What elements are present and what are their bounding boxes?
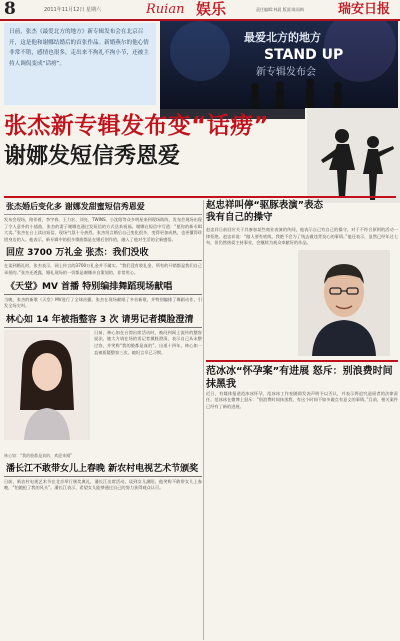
article-text: 当晚，张杰的新歌《天堂》MV进行了全球首播。张杰在现场献唱了多首新歌，并特别编排了舞蹈动作，引发全场尖叫。 xyxy=(4,296,202,309)
concert-stage-photo xyxy=(160,21,398,119)
host-portrait-photo xyxy=(298,250,390,356)
article-heading: 林心如 14 年被指整容 3 次 请男记者摸脸澄清 xyxy=(4,314,202,328)
photo-caption: 林心如：“我的脸都是真的，欢迎来摸” xyxy=(4,452,73,458)
article-text: 日前，新农村电视艺术节在北京举行颁奖典礼，潘长江出席活动。谈到女儿潘阳，他笑称不敢带女儿上春晚，“怕她抢了我的风头”。潘长江表示，希望女儿能够通过自己的努力获得观众认可。 xyxy=(4,478,202,491)
article-body xyxy=(4,217,202,243)
article-text: 在谈到婚礼时，张杰表示，网上传言的3700万礼金并不属实。“我们没有收礼金，所有的开销都是我们自己承担的。”张杰还透露，婚礼现场的一切都是谢娜亲自策划的，非常用心。 xyxy=(4,263,202,275)
article-heading: 潘长江不敢带女儿上春晚 新农村电视艺术节颁奖 xyxy=(4,463,202,477)
article-heading: 范冰冰“怀孕案”有进展 怒斥：别浪费时间抹黑我 xyxy=(206,360,398,391)
stage-banner-subtitle: STAND UP xyxy=(264,47,344,63)
page-number: 8 xyxy=(4,0,16,19)
stage-banner-title: 最爱北方的地方 xyxy=(244,31,321,44)
article-text: 发布会现场，陪伴着，李宇春、王力宏、刘亮、TWINS、小沈阳等众多明星来到现场助阵，发布会现场出现了令人意外的小插曲，张杰的妻子谢娜也通过发短信的方式送来祝福。谢娜在短信中写道：“愿你的新专辑大卖。”张杰在台上读出短信，现场气氛十分热烈。张杰坦言婚后自己变化很多，变得更加成熟，也更懂得珍惜身边的人。他表示，新专辑中的很多歌曲都是在婚后创作的，融入了他对生活的全新感悟。 xyxy=(4,217,202,242)
article-text: 近日，有媒体报道范冰冰怀孕，范冰冰工作室随即发表声明予以否认，并表示将追究造谣者的法律责任。范冰冰在微博上怒斥：“别浪费时间抹黑我，有这个时间不如多做点有意义的事情。”目前，相关案件已经有了新的进展。 xyxy=(206,390,398,409)
masthead xyxy=(0,0,400,21)
main-headline: 张杰新专辑发布变“话痨” xyxy=(4,113,270,139)
dance-performance-photo xyxy=(305,108,400,203)
article-text: 日前，林心如在台湾出席活动时，被问到网上流传的整容说法。她大方请在场的男记者摸脸澄清，表示自己从未整过容，并笑称“我的脸都是真的”。出道十四年，林心如一直被质疑整容三次，她坦言早已习惯。 xyxy=(94,329,202,355)
article-with-photo xyxy=(4,330,202,459)
singer-portrait-photo xyxy=(4,330,90,452)
issue-date: 2011年11月12日 星期六 xyxy=(44,7,102,13)
article-heading: 《天堂》MV 首播 特别编排舞蹈现场献唱 xyxy=(4,281,202,295)
editor-credits: 责任编辑:林晨 版面:陈雨梅 xyxy=(256,7,304,12)
article-text: 赵忠祥日前回应关于其参加某些商业表演的传闻，他表示自己有自己的操守，对于不符合原则的活动一律拒绝。赵忠祥说：“做人要有底线，我绝不会为了钱去做违背良心的事情。”他还表示，虽然已经年过七旬，但仍然热爱主持事业，会继续为观众奉献好的作品。 xyxy=(206,227,398,246)
article-heading: 回应 3700 万礼金 张杰：我们没收 xyxy=(4,247,202,261)
article-subheading: 我有自己的操守 xyxy=(206,212,273,223)
divider xyxy=(4,196,396,198)
article-heading: 赵忠祥叫停“驱豚表演”表态 xyxy=(206,200,323,211)
photo-block xyxy=(4,330,90,459)
right-column xyxy=(206,200,398,411)
section-name: 娱乐 xyxy=(196,0,227,18)
lead-box xyxy=(4,23,156,105)
section-name-latin: Ruian xyxy=(146,2,185,17)
article-heading: 张杰婚后变化多 谢娜发甜蜜短信秀恩爱 xyxy=(4,200,202,215)
column-divider xyxy=(203,200,204,640)
newspaper-logo: 瑞安日报 xyxy=(338,2,391,17)
stage-banner-event: 新专辑发布会 xyxy=(256,67,316,78)
lead-text: 日前，张杰《最爱北方的地方》新专辑发布会在北京召开，这是他和谢娜结婚后的首张作品。新婚燕尔的他心情非常不错，感情也很多，走出来不拘礼不拘小节，还被主持人调侃变成“话痨”。 xyxy=(9,29,149,67)
main-headline-secondary: 谢娜发短信秀恩爱 xyxy=(4,144,181,169)
article-body xyxy=(206,391,398,411)
left-column xyxy=(4,200,202,492)
